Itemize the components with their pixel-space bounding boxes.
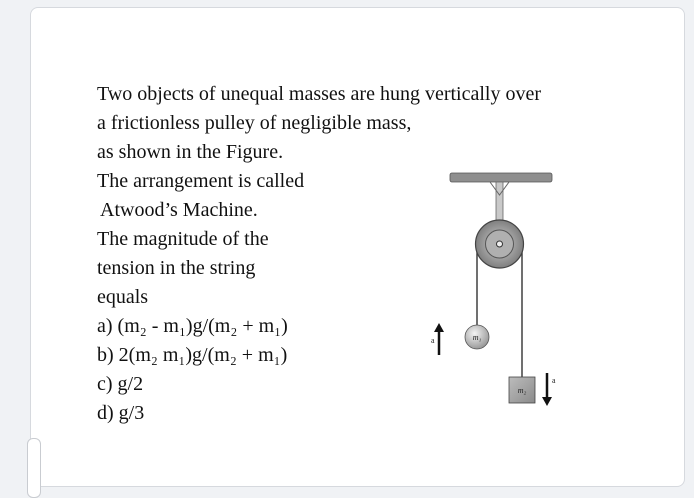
option-a[interactable]: a) (m₂ - m₁)g/(m₂ + m₁) bbox=[97, 315, 288, 337]
mass-2-label: m₂ bbox=[517, 386, 527, 395]
atwood-machine-figure bbox=[410, 165, 590, 425]
accel-label-right: a bbox=[552, 376, 556, 385]
question-line-1: Two objects of unequal masses are hung vertically over bbox=[97, 83, 542, 105]
mass-1-label: m₁ bbox=[472, 333, 482, 342]
question-line-7: tension in the string bbox=[97, 257, 256, 279]
question-line-6: The magnitude of the bbox=[97, 228, 269, 250]
accel-arrow-down-icon bbox=[542, 397, 552, 406]
question-line-3: as shown in the Figure. bbox=[97, 141, 284, 163]
adjacent-card-edge bbox=[27, 438, 41, 498]
option-b[interactable]: b) 2(m₂ m₁)g/(m₂ + m₁) bbox=[97, 344, 288, 366]
accel-arrow-up-icon bbox=[434, 323, 444, 332]
pulley-axle bbox=[497, 241, 503, 247]
question-line-2: a frictionless pulley of negligible mass, bbox=[97, 112, 412, 134]
question-line-5: Atwood’s Machine. bbox=[100, 199, 258, 221]
ceiling-bar bbox=[450, 173, 552, 182]
question-line-4: The arrangement is called bbox=[97, 170, 305, 192]
option-c[interactable]: c) g/2 bbox=[97, 373, 144, 395]
option-d[interactable]: d) g/3 bbox=[97, 402, 145, 424]
question-line-8: equals bbox=[97, 286, 149, 308]
accel-label-left: a bbox=[431, 336, 435, 345]
